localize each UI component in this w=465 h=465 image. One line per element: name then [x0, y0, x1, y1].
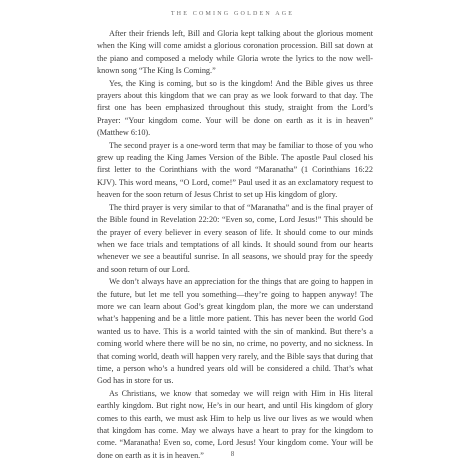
paragraph: Yes, the King is coming, but so is the kingdom! And the Bible gives us three prayers about this kingdom that we can pray as we look forward to that day. The first one has been emphasized throughout this study, straight from the Lord’s Prayer: “Your kingdom come. Your will be done on earth as it is in heaven” (Matthew 6:10). [97, 78, 373, 138]
paragraph: The second prayer is a one-word term that may be familiar to those of you who grew up reading the King James Version of the Bible. The apostle Paul closed his first letter to the Corinthians with the word “Maranatha” (1 Corinthians 16:22 KJV). This word means, “O Lord, come!” Paul used it as an exclamatory request to heaven for the soon return of Jesus Christ to set up His kingdom of glory. [97, 140, 373, 200]
body-text [97, 28, 373, 462]
running-head: THE COMING GOLDEN AGE [170, 11, 295, 17]
page-number: 8 [230, 450, 235, 458]
paragraph: The third prayer is very similar to that of “Maranatha” and is the final prayer of the Bible found in Revelation 22:20: “Even so, come, Lord Jesus!” This should be the prayer of every believer in every season of life. It should come to our minds when we face trials and temptations of all kinds. It should sound from our hearts whenever we see a beautiful sunrise. In all seasons, we should pray for the speedy and soon return of our Lord. [97, 202, 373, 274]
paragraph: We don’t always have an appreciation for the things that are going to happen in the future, but let me tell you something—they’re going to happen anyway! The more we can learn about God’s great kingdom plan, the more we can understand what’s happening and be a little more patient. This has never been the world God wanted us to have. This is a world tainted with the sin of mankind. But there’s a coming world where there will be no sin, no crime, no poverty, and no sickness. In that coming world, death will happen very rarely, and the Bible says that during that time, a person who’s a hundred years old will be considered a child. That’s what God has in store for us. [97, 277, 373, 386]
paragraph: After their friends left, Bill and Gloria kept talking about the glorious moment when the King will come amidst a glorious coronation procession. Bill sat down at the piano and composed a melody while Gloria wrote the lyrics to the now well-known song “The King Is Coming.” [97, 29, 373, 76]
paragraph: As Christians, we know that someday we will reign with Him in His literal earthly kingdom. But right now, He’s in our heart, and until His kingdom of glory comes to this earth, we must ask Him to help us live our lives as we would when that kingdom has come. May we always have a heart to pray for the kingdom to come. “Maranatha! Even so, come, Lord Jesus! Your kingdom come. Your will be done on earth as it is in heaven.” [97, 388, 373, 460]
